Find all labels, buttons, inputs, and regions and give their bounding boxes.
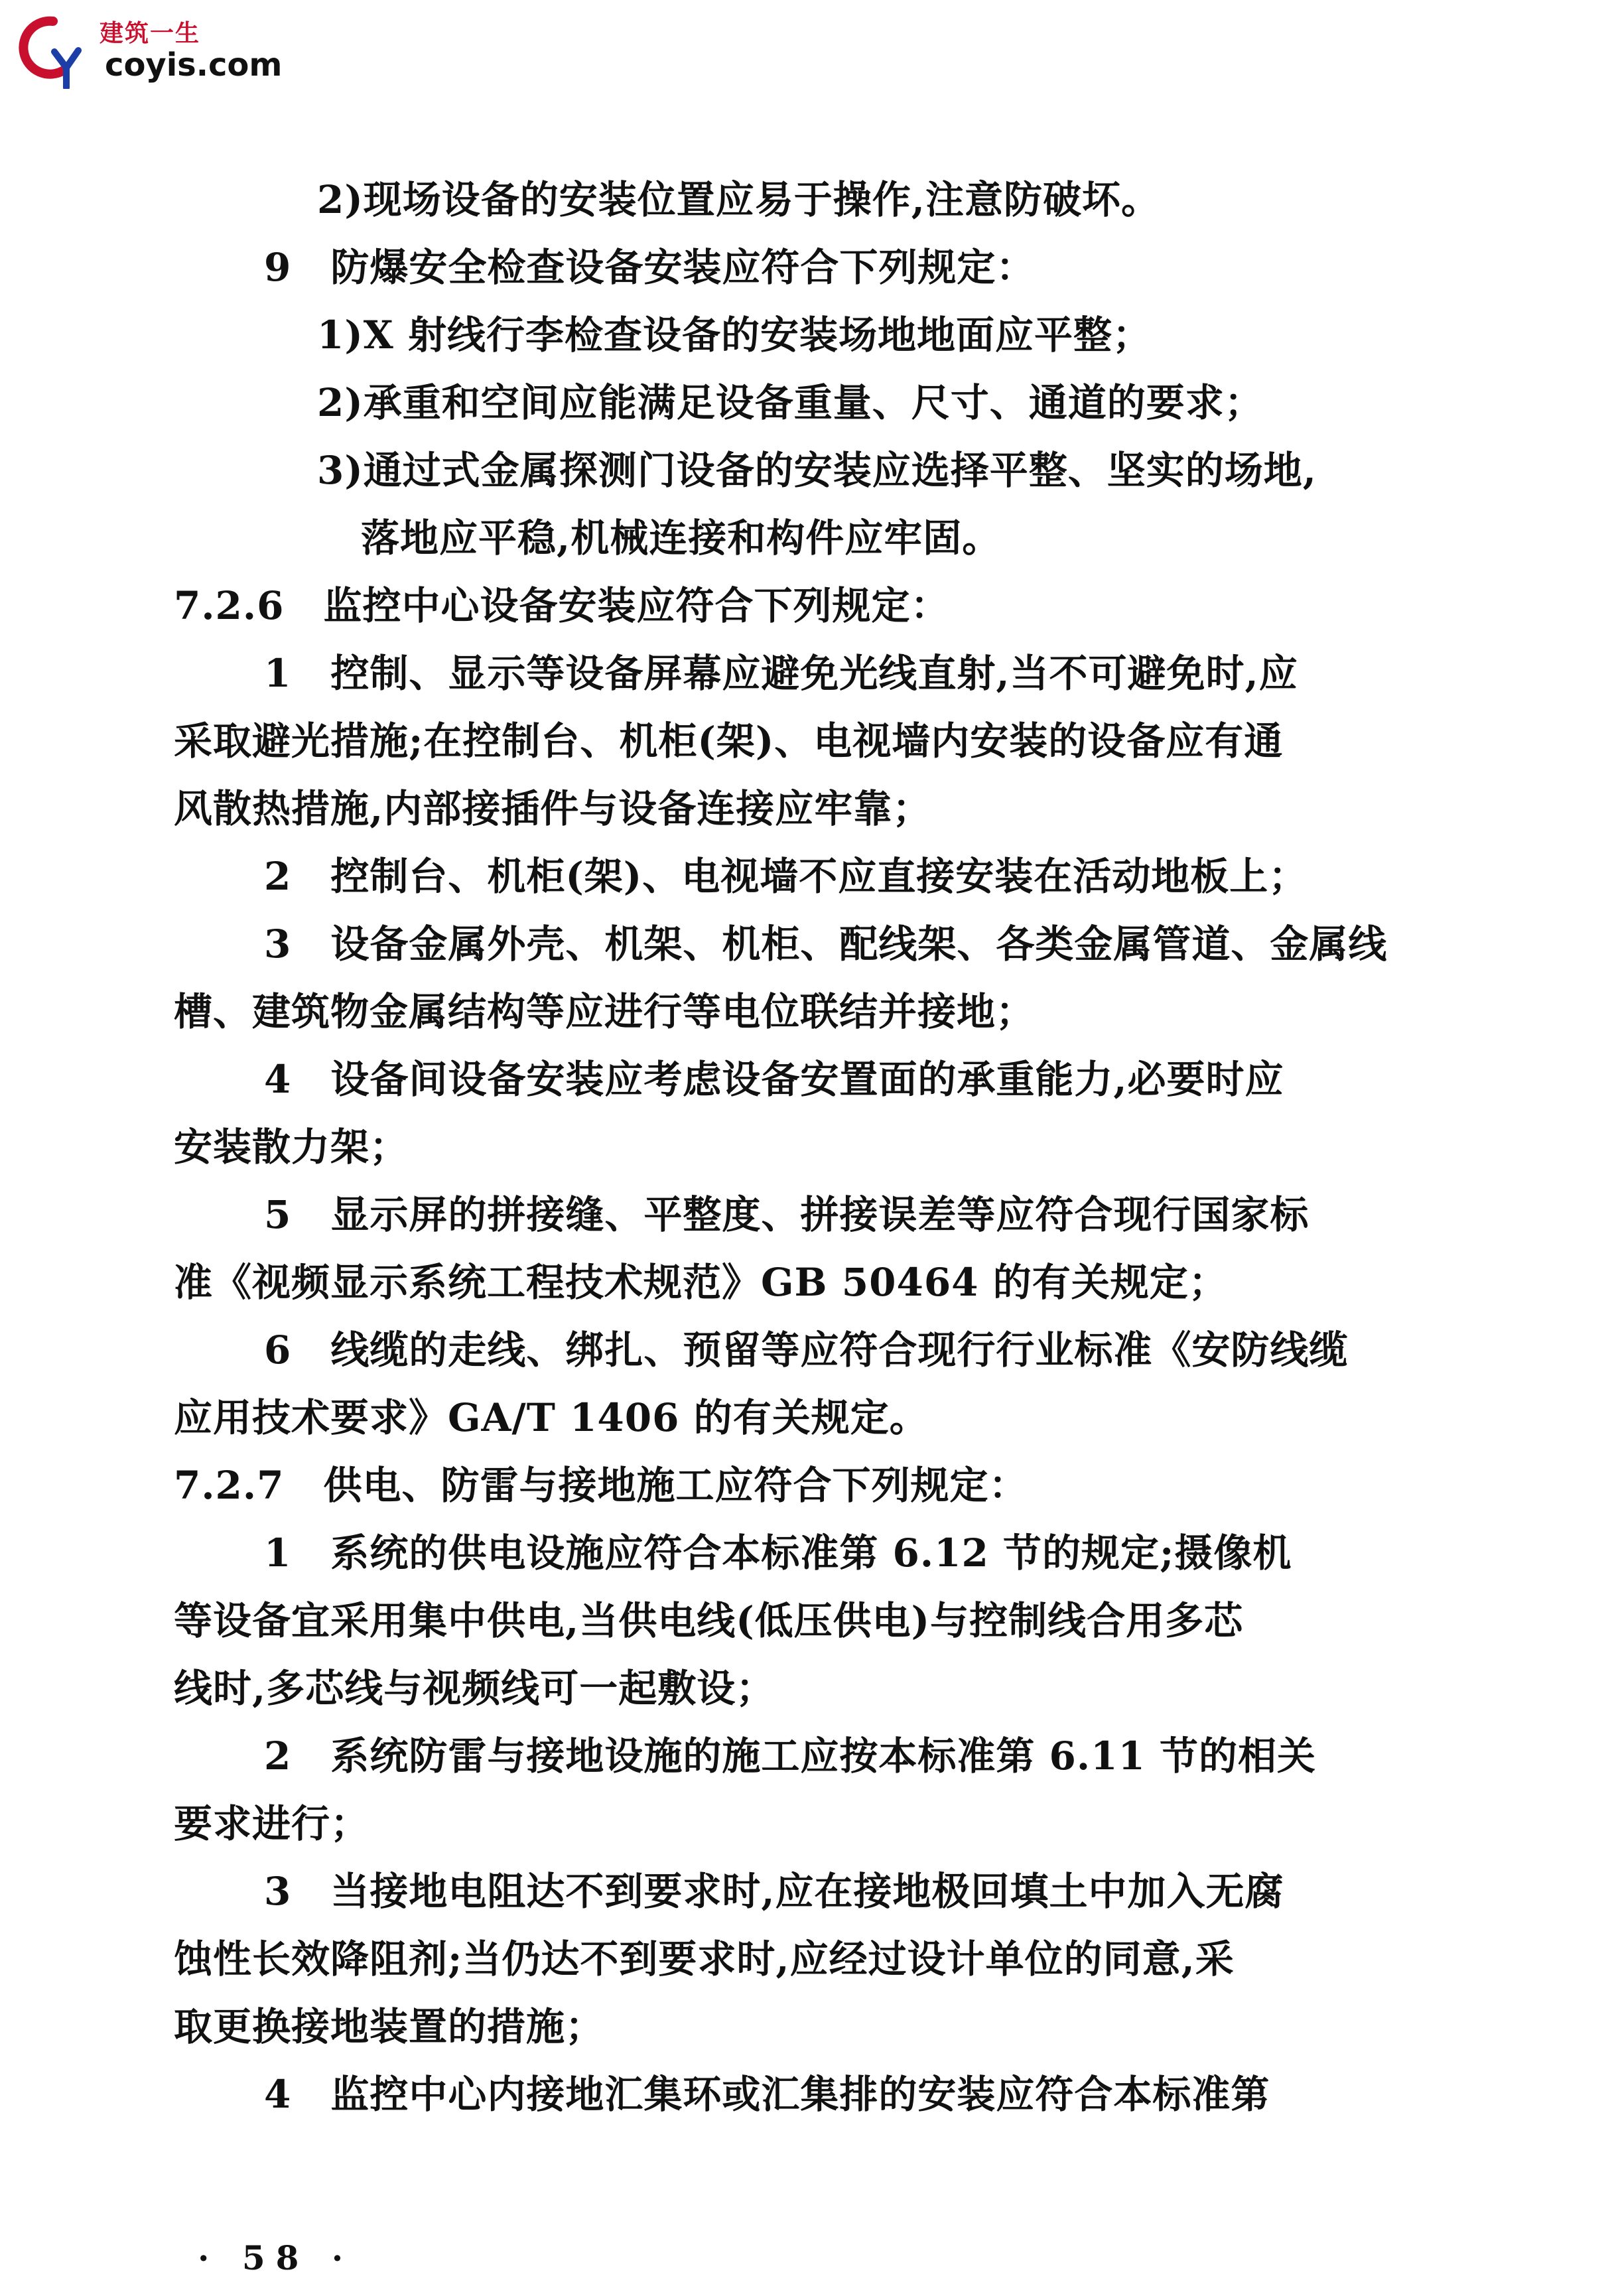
site-name: 建筑一生 [100, 20, 201, 47]
text-line: 风散热措施,内部接插件与设备连接应牢靠； [174, 786, 932, 831]
text-line: 1 系统的供电设施应符合本标准第 6.12 节的规定;摄像机 [264, 1530, 1292, 1576]
text-line: 5 显示屏的拼接缝、平整度、拼接误差等应符合现行国家标 [264, 1192, 1310, 1237]
text-line: 1)X 射线行李检查设备的安装场地地面应平整； [317, 312, 1152, 358]
section-heading: 7.2.7 供电、防雷与接地施工应符合下列规定： [174, 1463, 1028, 1508]
text-line: 2)现场设备的安装位置应易于操作,注意防破坏。 [317, 177, 1160, 222]
text-line: 采取避光措施;在控制台、机柜(架)、电视墙内安装的设备应有通 [174, 718, 1284, 764]
text-line: 等设备宜采用集中供电,当供电线(低压供电)与控制线合用多芯 [174, 1598, 1244, 1643]
text-line: 4 监控中心内接地汇集环或汇集排的安装应符合本标准第 [264, 2072, 1270, 2117]
site-url: coyis.com [105, 46, 283, 84]
text-line: 落地应平稳,机械连接和构件应牢固。 [361, 515, 1002, 561]
text-line: 取更换接地装置的措施； [174, 2004, 605, 2049]
text-line: 线时,多芯线与视频线可一起敷设； [174, 1666, 775, 1711]
text-line: 应用技术要求》GA/T 1406 的有关规定。 [174, 1395, 929, 1440]
text-line: 2 系统防雷与接地设施的施工应按本标准第 6.11 节的相关 [264, 1733, 1317, 1779]
section-heading: 7.2.6 监控中心设备安装应符合下列规定： [174, 583, 950, 628]
text-line: 3 当接地电阻达不到要求时,应在接地极回填土中加入无腐 [264, 1869, 1284, 1914]
page-number: · 58 · [198, 2238, 354, 2277]
text-line: 安装散力架； [174, 1124, 409, 1170]
text-line: 4 设备间设备安装应考虑设备安置面的承重能力,必要时应 [264, 1057, 1284, 1102]
text-line: 2 控制台、机柜(架)、电视墙不应直接安装在活动地板上； [264, 854, 1308, 899]
text-line: 槽、建筑物金属结构等应进行等电位联结并接地； [174, 989, 1036, 1034]
text-line: 6 线缆的走线、绑扎、预留等应符合现行行业标准《安防线缆 [264, 1327, 1349, 1373]
text-line: 要求进行； [174, 1801, 370, 1846]
text-line: 3)通过式金属探测门设备的安装应选择平整、坚实的场地, [317, 448, 1317, 493]
text-line: 准《视频显示系统工程技术规范》GB 50464 的有关规定； [174, 1260, 1228, 1305]
text-line: 1 控制、显示等设备屏幕应避免光线直射,当不可避免时,应 [264, 651, 1298, 696]
text-line: 9 防爆安全检查设备安装应符合下列规定： [264, 245, 1036, 290]
text-line: 2)承重和空间应能满足设备重量、尺寸、通道的要求； [317, 380, 1264, 425]
text-line: 3 设备金属外壳、机架、机柜、配线架、各类金属管道、金属线 [264, 921, 1388, 967]
text-line: 蚀性长效降阻剂;当仍达不到要求时,应经过设计单位的同意,采 [174, 1936, 1235, 1982]
